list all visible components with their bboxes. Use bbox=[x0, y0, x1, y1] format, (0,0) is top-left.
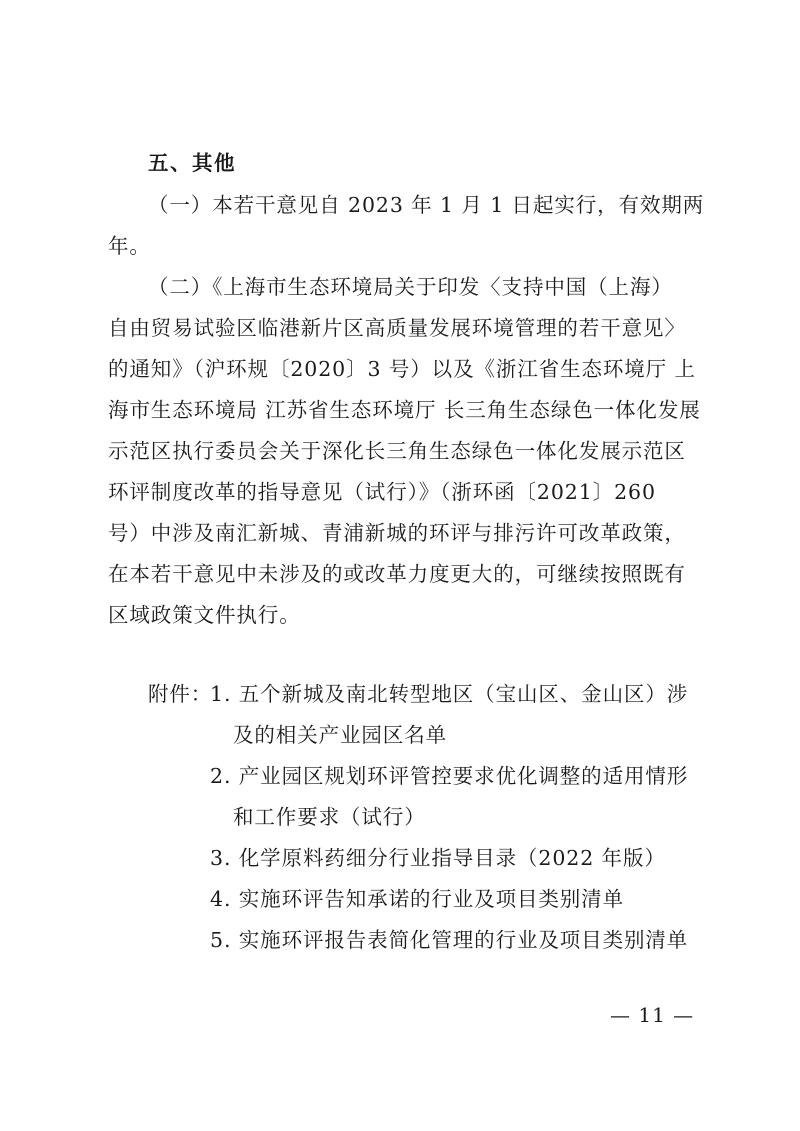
paragraph-line: 示范区执行委员会关于深化长三角生态绿色一体化发展示范区 bbox=[108, 439, 686, 463]
paragraph-line: 海市生态环境局 江苏省生态环境厅 长三角生态绿色一体化发展 bbox=[108, 398, 701, 422]
attachment-item-continued: 和工作要求（试行） bbox=[233, 805, 426, 829]
attachment-item: 2. 产业园区规划环评管控要求优化调整的适用情形 bbox=[210, 764, 689, 788]
section-heading: 五、其他 bbox=[148, 151, 236, 175]
paragraph-line: 年。 bbox=[108, 234, 151, 258]
paragraph-line: 号）中涉及南汇新城、青浦新城的环评与排污许可改革政策， bbox=[108, 521, 686, 545]
attachment-item-continued: 及的相关产业园区名单 bbox=[233, 723, 447, 747]
paragraph-line: 自由贸易试验区临港新片区高质量发展环境管理的若干意见〉 bbox=[108, 316, 686, 340]
attachment-item: 4. 实施环评告知承诺的行业及项目类别清单 bbox=[210, 887, 624, 911]
paragraph-line: 在本若干意见中未涉及的或改革力度更大的，可继续按照既有 bbox=[108, 562, 686, 586]
paragraph-line: 的通知》（沪环规〔2020〕3 号）以及《浙江省生态环境厅 上 bbox=[108, 357, 696, 381]
attachment-item: 3. 化学原料药细分行业指导目录（2022 年版） bbox=[210, 846, 666, 870]
page-number: — 11 — bbox=[610, 1003, 695, 1027]
paragraph-line: （二）《上海市生态环境局关于印发〈支持中国（上海） bbox=[148, 275, 673, 299]
paragraph-line: 环评制度改革的指导意见（试行）》（浙环函〔2021〕260 bbox=[108, 480, 656, 504]
attachments-label: 附件： bbox=[148, 682, 213, 706]
attachment-item: 5. 实施环评报告表简化管理的行业及项目类别清单 bbox=[210, 928, 689, 952]
paragraph-line: （一）本若干意见自 2023 年 1 月 1 日起实行，有效期两 bbox=[148, 193, 705, 217]
paragraph-line: 区域政策文件执行。 bbox=[108, 603, 301, 627]
attachment-item: 1. 五个新城及南北转型地区（宝山区、金山区）涉 bbox=[210, 682, 689, 706]
